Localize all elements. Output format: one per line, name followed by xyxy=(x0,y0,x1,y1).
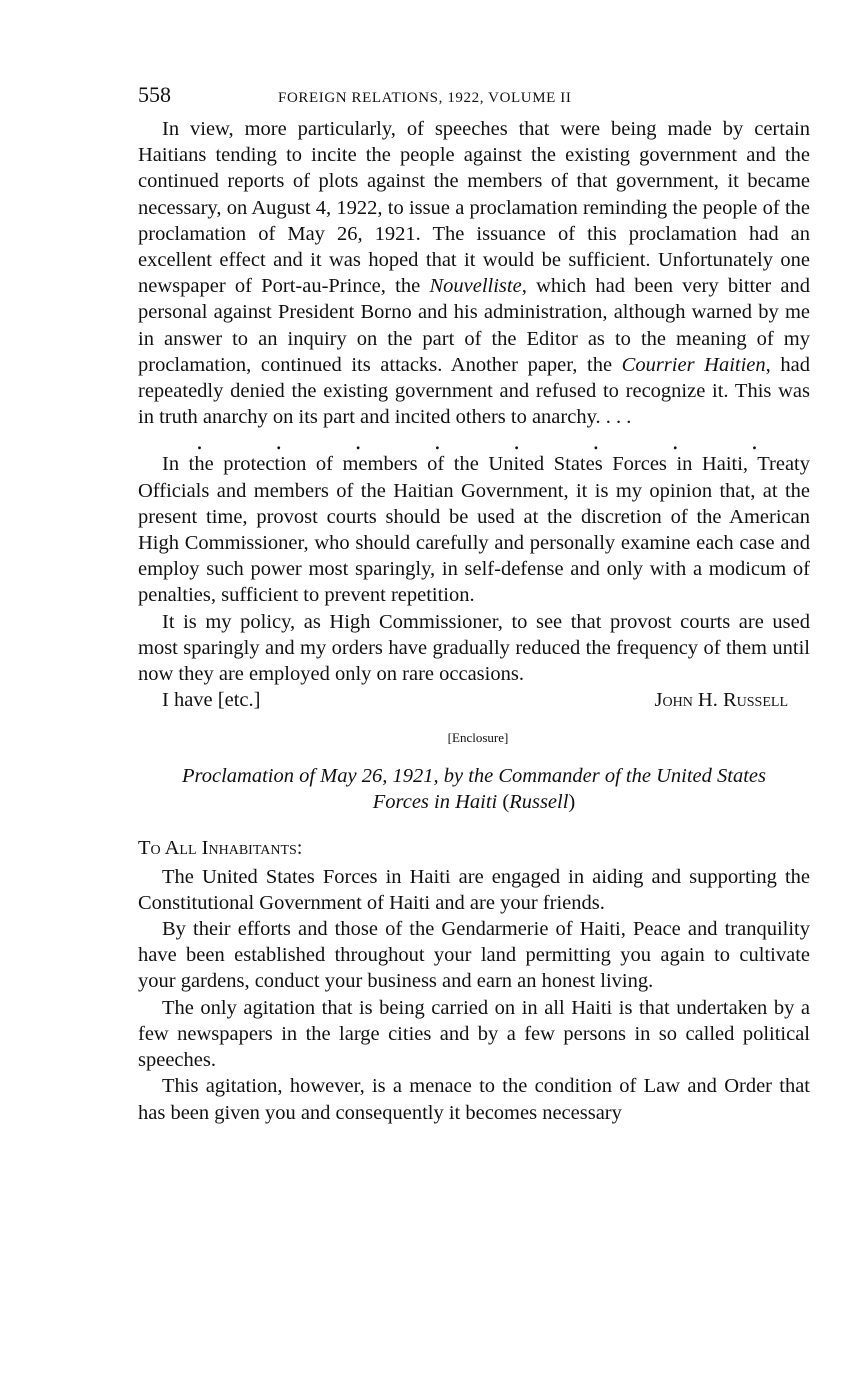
salutation: To All Inhabitants: xyxy=(138,837,303,860)
ellipsis-dot: . xyxy=(433,430,441,456)
proclamation-title-line-2 xyxy=(373,791,576,813)
ellipsis-dot: . xyxy=(592,430,600,456)
ellipsis-dot: . xyxy=(750,430,758,456)
running-head: FOREIGN RELATIONS, 1922, VOLUME II xyxy=(278,90,572,106)
newspaper-name-nouvelliste: Nouvelliste xyxy=(429,275,522,298)
proclamation-paragraph-1: The United States Forces in Haiti are engaged in aiding and supporting the Constitutional Government of Haiti and are your friends. xyxy=(138,865,810,914)
signature: John H. Russell xyxy=(654,689,788,712)
paren-open: ( xyxy=(502,791,510,814)
paren-close: ) xyxy=(568,791,576,814)
proclamation-paragraph-4: This agitation, however, is a menace to the condition of Law and Order that has been given you and consequently it becomes necessary xyxy=(138,1075,810,1124)
enclosure-label: [Enclosure] xyxy=(447,730,509,746)
letter-paragraph-3: It is my policy, as High Commissioner, to see that provost courts are used most sparingly and my orders have gradually reduced the frequency of them until now they are employed only on rare occasions. xyxy=(138,610,810,686)
ellipsis-dot: . xyxy=(671,430,679,456)
letter-closing xyxy=(138,687,810,713)
ellipsis-dot: . xyxy=(275,430,283,456)
letter-paragraph-1 xyxy=(138,116,810,430)
proclamation-title-russell: Russell xyxy=(509,791,569,814)
letter-paragraph-2: In the protection of members of the United States Forces in Haiti, Treaty Officials and members of the Haitian Government, it is my opinion that, at the present time, provost courts should be used at the discretion of the American High Commissioner, who should carefully and personally examine each case and employ such power most sparingly, in self-defense and only with a modicum of penalties, sufficient to prevent repetition. xyxy=(138,453,810,607)
letter-paragraph-1-text-c: , had repeatedly denied the existing government and refused to recognize it. This was in truth anarchy on its part and incited others to anarchy. . . . xyxy=(138,353,810,429)
proclamation-title-line-1: Proclamation of May 26, 1921, by the Commander of the United States xyxy=(182,765,766,788)
proclamation-title-forces: Forces in Haiti xyxy=(372,791,498,814)
newspaper-name-courrier-haitien: Courrier Haitien xyxy=(621,353,766,376)
page-header xyxy=(138,82,810,116)
proclamation-paragraph-2: By their efforts and those of the Gendarmerie of Haiti, Peace and tranquility have been established throughout your land permitting you again to cultivate your gardens, conduct your business and earn an honest living. xyxy=(138,918,810,993)
proclamation-paragraph-3: The only agitation that is being carried on in all Haiti is that undertaken by a few newspapers in the large cities and by a few persons in so called political speeches. xyxy=(138,996,810,1072)
letter-paragraph-1-text-a: In view, more particularly, of speeches that were being made by certain Haitians tending to incite the people against the existing government and the continued reports of plots against the members of that government, it became necessary, on August 4, 1922, to issue a proclamation reminding the people of the proclamation of May 26, 1921. The issuance of this proclamation had an excellent effect and it was hoped that it would be sufficient. Unfortunately one newspaper of Port-au-Prince, the xyxy=(138,118,810,298)
page-number: 558 xyxy=(138,82,171,107)
closing-phrase: I have [etc.] xyxy=(162,689,261,712)
letter-paragraph-1-text-b: , which had been very bitter and personal against President Borno and his administration, although warned by me in answer to an inquiry on the part of the Editor as to the meaning of my proclamation, continued its attacks. Another paper, the xyxy=(138,275,810,376)
proclamation-title xyxy=(138,763,810,815)
ellipsis-dot: . xyxy=(354,430,362,456)
ellipsis-dot: . xyxy=(196,430,203,456)
document-page xyxy=(138,82,810,1126)
ellipsis-dot: . xyxy=(513,430,521,456)
